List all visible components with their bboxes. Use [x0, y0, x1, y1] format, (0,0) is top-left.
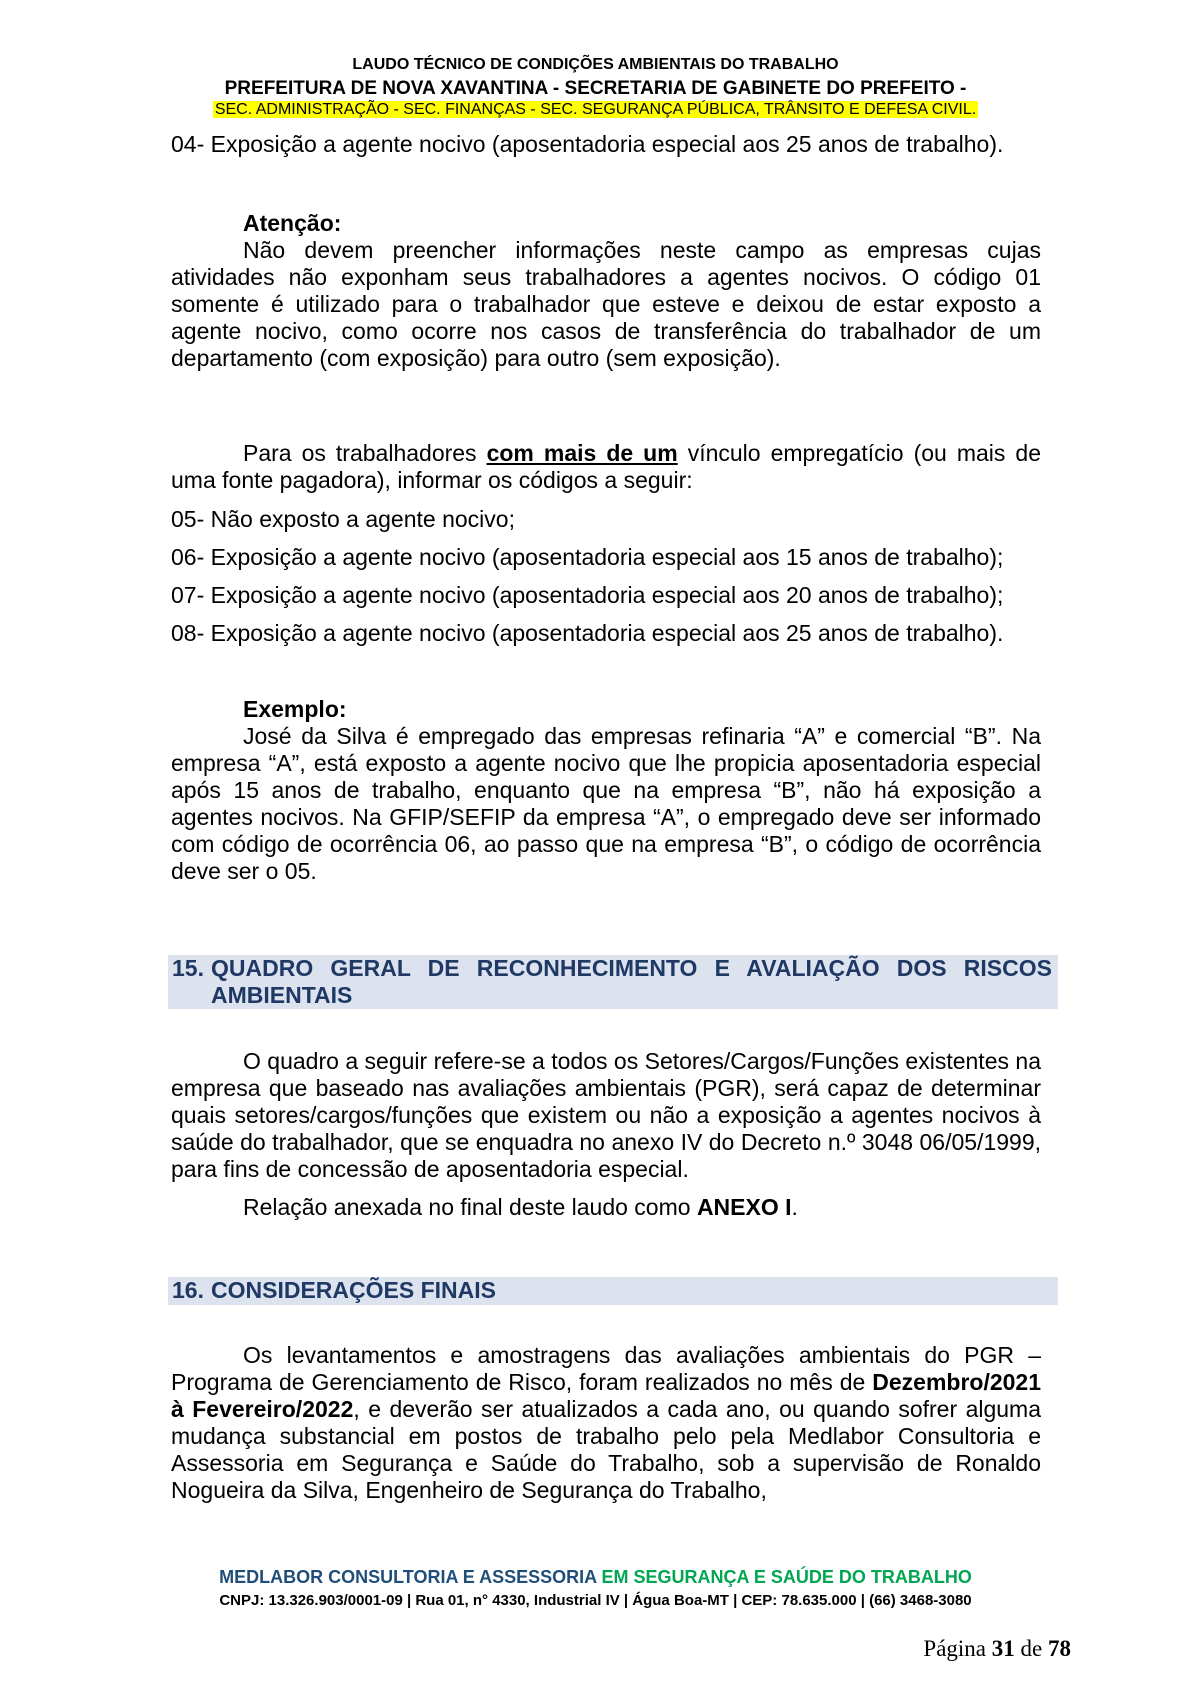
section-16-period: Dezembro/2021 à Fevereiro/2022	[171, 1369, 1041, 1422]
section-15-heading	[168, 955, 1058, 1009]
attention-paragraph: Não devem preencher informações neste campo as empresas cujas atividades não exponham seus trabalhadores a agentes nocivos. O código 01 somente é utilizado para o trabalhador que esteve e deixou de estar exposto a agente nocivo, como ocorre nos casos de transferência do trabalhador de um departamento (com exposição) para outro (sem exposição).	[171, 237, 1041, 371]
annex-reference-emphasis: ANEXO I	[696, 1194, 792, 1220]
section-15-number: 15.	[172, 955, 204, 981]
code-04-text: 04- Exposição a agente nocivo (aposentadoria especial aos 25 anos de trabalho).	[171, 131, 1004, 157]
attention-block	[171, 210, 1041, 372]
page-label: Página	[923, 1636, 992, 1661]
code-list	[171, 506, 1041, 647]
page-current: 31	[991, 1636, 1015, 1661]
code-08: 08- Exposição a agente nocivo (aposentadoria especial aos 25 anos de trabalho).	[171, 620, 1004, 646]
footer-company	[0, 1567, 1191, 1588]
attention-heading: Atenção:	[243, 210, 342, 236]
header-departments	[0, 101, 1191, 119]
multiple-intro-emphasis: com mais de um	[486, 440, 678, 466]
multiple-intro-end: vínculo empregatício (ou mais de uma fonte pagadora), informar os códigos a seguir:	[171, 440, 1041, 493]
example-paragraph: José da Silva é empregado das empresas refinaria “A” e comercial “B”. Na empresa “A”, está exposto a agente nocivo que lhe propicia aposentadoria especial após 15 anos de trabalho, enquanto que na empresa “B”, não há exposição a agentes nocivos. Na GFIP/SEFIP da empresa “A”, o empregado deve ser informado com código de ocorrência 06, ao passo que na empresa “B”, o código de ocorrência deve ser o 05.	[171, 723, 1041, 884]
footer-address: CNPJ: 13.326.903/0001-09 | Rua 01, n° 4330, Industrial IV | Água Boa-MT | CEP: 78.635.000 | (66) 3468-3080	[219, 1592, 972, 1609]
footer-company-area: EM SEGURANÇA E SAÚDE DO TRABALHO	[596, 1567, 972, 1587]
multiple-link-block	[171, 440, 1041, 494]
multiple-intro-start: Para os trabalhadores	[243, 440, 487, 466]
example-block	[171, 696, 1041, 885]
header-organization: PREFEITURA DE NOVA XAVANTINA - SECRETARIA DE GABINETE DO PREFEITO -	[224, 78, 967, 99]
annex-reference-end: .	[791, 1194, 798, 1220]
code-04	[171, 131, 1041, 158]
annex-reference-start: Relação anexada no final deste laudo como	[243, 1194, 697, 1220]
section-16-paragraph	[171, 1342, 1041, 1504]
header-departments-highlight: SEC. ADMINISTRAÇÃO - SEC. FINANÇAS - SEC. SEGURANÇA PÚBLICA, TRÂNSITO E DEFESA CIVIL.	[214, 101, 977, 118]
annex-reference	[171, 1194, 1041, 1221]
section-16-body	[171, 1342, 1041, 1504]
section-15-body	[171, 1048, 1041, 1221]
section-16-number: 16.	[172, 1277, 204, 1303]
section-15-title: QUADRO GERAL DE RECONHECIMENTO E AVALIAÇÃO DOS RISCOS AMBIENTAIS	[211, 955, 1052, 1008]
page-of: de	[1014, 1636, 1048, 1661]
section-16-paragraph-start: Os levantamentos e amostragens das avaliações ambientais do PGR – Programa de Gerenciamento de Risco, foram realizados no mês de	[171, 1342, 1041, 1395]
code-05: 05- Não exposto a agente nocivo;	[171, 506, 515, 532]
code-07: 07- Exposição a agente nocivo (aposentadoria especial aos 20 anos de trabalho);	[171, 582, 1004, 608]
section-15-paragraph: O quadro a seguir refere-se a todos os Setores/Cargos/Funções existentes na empresa que baseado nas avaliações ambientais (PGR), será capaz de determinar quais setores/cargos/funções que existem ou não a exposição a agentes nocivos à saúde do trabalhador, que se enquadra no anexo IV do Decreto n.º 3048 06/05/1999, para fins de concessão de aposentadoria especial.	[171, 1048, 1041, 1182]
example-heading: Exemplo:	[243, 696, 347, 722]
page-total: 78	[1048, 1636, 1071, 1661]
section-16-heading	[168, 1277, 1058, 1305]
page-number	[923, 1636, 1071, 1662]
section-16-paragraph-end: , e deverão ser atualizados a cada ano, ou quando sofrer alguma mudança substancial em postos de trabalho pelo pela Medlabor Consultoria e Assessoria em Segurança e Saúde do Trabalho, sob a supervisão de Ronaldo Nogueira da Silva, Engenheiro de Segurança do Trabalho,	[171, 1396, 1042, 1503]
header-title: LAUDO TÉCNICO DE CONDIÇÕES AMBIENTAIS DO TRABALHO	[352, 56, 839, 73]
code-06: 06- Exposição a agente nocivo (aposentadoria especial aos 15 anos de trabalho);	[171, 544, 1004, 570]
section-16-title: CONSIDERAÇÕES FINAIS	[211, 1277, 496, 1303]
multiple-intro	[171, 440, 1041, 494]
footer-company-name: MEDLABOR CONSULTORIA E ASSESSORIA	[219, 1567, 597, 1587]
